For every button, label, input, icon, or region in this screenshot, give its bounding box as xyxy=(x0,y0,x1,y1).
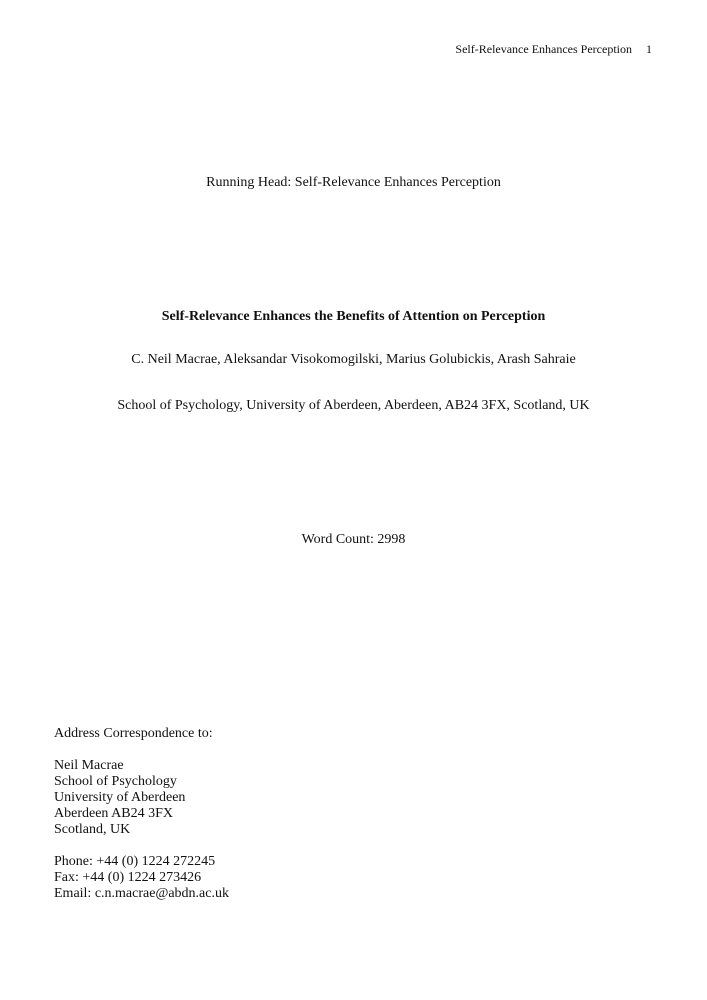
address-line-name: Neil Macrae xyxy=(54,758,124,773)
word-count: Word Count: 2998 xyxy=(301,532,406,547)
running-head: Running Head: Self-Relevance Enhances Perception xyxy=(206,175,501,190)
address-line-city: Aberdeen AB24 3FX xyxy=(54,806,173,821)
fax-line: Fax: +44 (0) 1224 273426 xyxy=(54,870,202,885)
paper-title: Self-Relevance Enhances the Benefits of Attention on Perception xyxy=(161,309,546,324)
correspondence-heading: Address Correspondence to: xyxy=(54,726,213,741)
email-line: Email: c.n.macrae@abdn.ac.uk xyxy=(54,886,229,901)
correspondence-block xyxy=(54,726,229,902)
page-header xyxy=(455,41,652,57)
phone-line: Phone: +44 (0) 1224 272245 xyxy=(54,854,216,869)
header-short-title: Self-Relevance Enhances Perception xyxy=(455,42,632,56)
affiliation: School of Psychology, University of Aberdeen, Aberdeen, AB24 3FX, Scotland, UK xyxy=(117,398,590,413)
page-number: 1 xyxy=(646,42,652,56)
spacer xyxy=(54,838,229,854)
spacer xyxy=(54,742,229,758)
author-list: C. Neil Macrae, Aleksandar Visokomogilski, Marius Golubickis, Arash Sahraie xyxy=(131,352,576,367)
address-line-country: Scotland, UK xyxy=(54,822,131,837)
address-line-university: University of Aberdeen xyxy=(54,790,186,805)
address-line-school: School of Psychology xyxy=(54,774,177,789)
